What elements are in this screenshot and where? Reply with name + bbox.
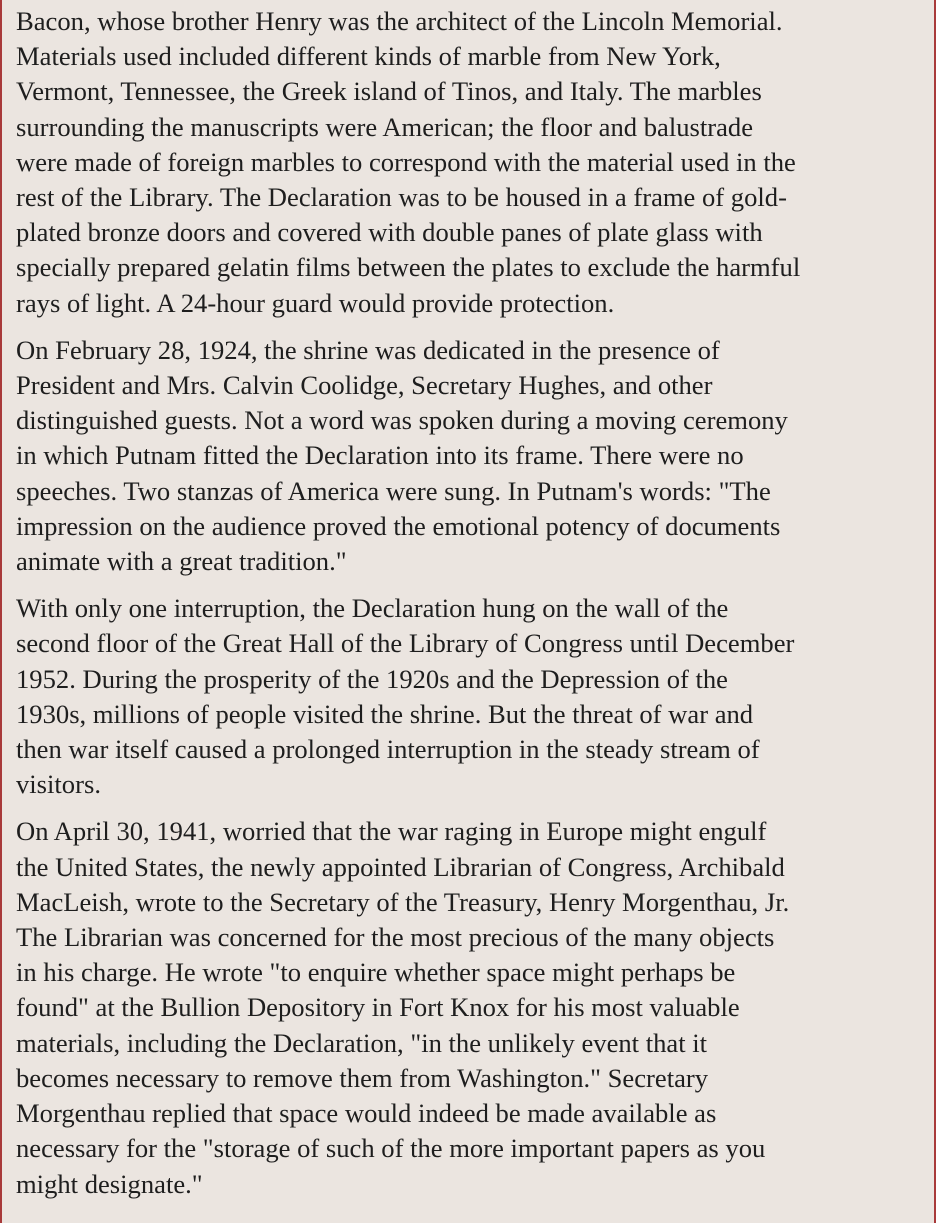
paragraph-shrine-dedication — [16, 333, 934, 579]
text-line: found" at the Bullion Depository in Fort Knox for his most valuable — [16, 992, 740, 1023]
text-line: second floor of the Great Hall of the Library of Congress until December — [16, 628, 795, 659]
text-line: speeches. Two stanzas of America were sung. In Putnam's words: "The — [16, 475, 771, 506]
text-line: rays of light. A 24-hour guard would provide protection. — [16, 287, 615, 318]
text-line: materials, including the Declaration, "in the unlikely event that it — [16, 1027, 708, 1058]
text-line: MacLeish, wrote to the Secretary of the Treasury, Henry Morgenthau, Jr. — [16, 886, 790, 917]
text-line: Bacon, whose brother Henry was the architect of the Lincoln Memorial. — [16, 6, 783, 36]
text-line: were made of foreign marbles to correspond with the material used in the — [16, 146, 796, 177]
text-line: The Librarian was concerned for the most precious of the many objects — [16, 922, 775, 953]
text-line: in which Putnam fitted the Declaration into its frame. There were no — [16, 440, 744, 471]
text-line: becomes necessary to remove them from Washington." Secretary — [16, 1062, 709, 1093]
text-line: On April 30, 1941, worried that the war raging in Europe might engulf — [16, 816, 767, 847]
text-line: in his charge. He wrote "to enquire whether space might perhaps be — [16, 957, 736, 988]
text-line: impression on the audience proved the emotional potency of documents — [16, 510, 781, 541]
text-line: plated bronze doors and covered with double panes of plate glass with — [16, 217, 763, 248]
text-line: animate with a great tradition." — [16, 546, 347, 577]
text-line: President and Mrs. Calvin Coolidge, Secretary Hughes, and other — [16, 370, 713, 401]
text-line: visitors. — [16, 769, 101, 800]
text-line: surrounding the manuscripts were American; the floor and balustrade — [16, 111, 754, 142]
text-line: might designate." — [16, 1168, 203, 1199]
text-line: 1952. During the prosperity of the 1920s and the Depression of the — [16, 663, 728, 694]
text-line: the United States, the newly appointed Librarian of Congress, Archibald — [16, 851, 785, 882]
text-line: necessary for the "storage of such of the more important papers as you — [16, 1133, 766, 1164]
text-line: distinguished guests. Not a word was spoken during a moving ceremony — [16, 405, 788, 436]
text-line: Materials used included different kinds of marble from New York, — [16, 41, 721, 72]
text-line: On February 28, 1924, the shrine was dedicated in the presence of — [16, 334, 720, 365]
paragraph-shrine-materials — [16, 4, 934, 321]
text-line: then war itself caused a prolonged interruption in the steady stream of — [16, 734, 760, 765]
text-line: rest of the Library. The Declaration was to be housed in a frame of gold- — [16, 182, 787, 213]
paragraph-great-hall — [16, 591, 934, 802]
text-line: Morgenthau replied that space would indeed be made available as — [16, 1098, 717, 1129]
paragraph-fort-knox — [16, 814, 934, 1201]
text-line: 1930s, millions of people visited the shrine. But the threat of war and — [16, 698, 754, 729]
text-line: specially prepared gelatin films between the plates to exclude the harmful — [16, 252, 801, 283]
text-line: Vermont, Tennessee, the Greek island of Tinos, and Italy. The marbles — [16, 76, 762, 107]
text-line: With only one interruption, the Declaration hung on the wall of the — [16, 593, 729, 624]
